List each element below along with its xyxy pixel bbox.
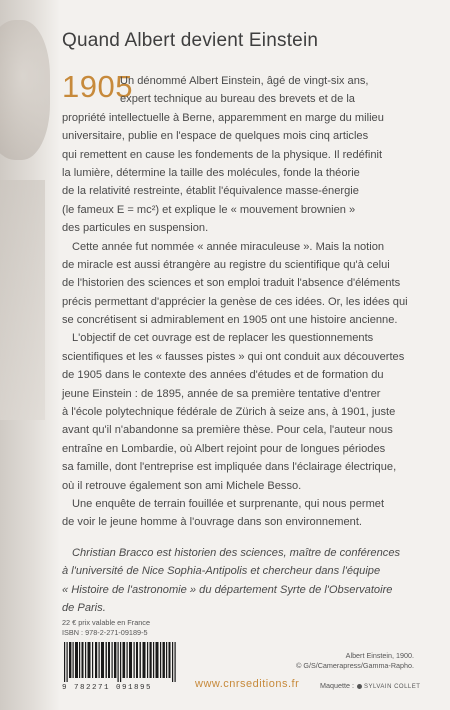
maquette-label: Maquette : xyxy=(320,681,354,690)
text-line: de la relativité restreinte, établit l'équivalence masse-énergie xyxy=(62,185,359,198)
photo-credit xyxy=(296,651,414,670)
text-line: qui remettent en cause les fondements de la physique. Il redéfinit xyxy=(62,148,383,161)
text-line: L'objectif de cet ouvrage est de replacer les questionnements xyxy=(72,332,374,345)
text-line: propriété intellectuelle à Berne, apparemment en marge du milieu xyxy=(62,111,384,124)
spacer xyxy=(62,532,402,544)
text-line: Un dénommé Albert Einstein, âgé de vingt-six ans, xyxy=(120,75,369,87)
text-line: Une enquête de terrain fouillée et surprenante, qui nous permet xyxy=(72,497,385,510)
price-isbn-block xyxy=(62,618,150,638)
text-line: sa famille, dont l'entreprise est impliquée dans l'éclairage électrique, xyxy=(62,461,397,474)
barcode-number: 9 782271 091895 xyxy=(62,684,153,692)
author-line: Christian Bracco est historien des sciences, maître de conférences xyxy=(72,546,401,559)
einstein-photo xyxy=(0,0,60,710)
year-dropcap: 1905 xyxy=(62,69,133,104)
text-line: de 1905 dans le contexte des années d'études et de formation du xyxy=(62,369,384,382)
text-line: expert technique au bureau des brevets et de la xyxy=(120,93,355,106)
isbn-text: ISBN : 978-2-271-09189-5 xyxy=(62,628,148,637)
text-line: Cette année fut nommée « année miraculeuse ». Mais la notion xyxy=(72,240,385,253)
text-line: jeune Einstein : de 1895, année de sa première tentative d'entrer xyxy=(62,387,381,400)
designer-logo-icon xyxy=(357,684,362,689)
text-line: de l'historien des sciences et son emploi traduit l'absence d'éléments xyxy=(62,277,401,290)
text-line: scientifiques et les « fausses pistes » qui ont conduit aux découvertes xyxy=(62,350,405,363)
text-line: la lumière, détermine la taille des molécules, fonde la théorie xyxy=(62,166,360,179)
publisher-website[interactable]: www.cnrseditions.fr xyxy=(195,678,300,690)
text-line: (le fameux E = mc²) et explique le « mouvement brownien » xyxy=(62,203,356,216)
text-line: universitaire, publie en l'espace de quelques mois cinq articles xyxy=(62,130,369,143)
text-line: précis permettant d'apprécier la genèse de ces idées. Or, les idées qui xyxy=(62,295,408,308)
text-line: se concrétisent si admirablement en 1905 ont une histoire ancienne. xyxy=(62,314,398,327)
photo-caption: Albert Einstein, 1900. xyxy=(345,651,414,660)
photo-coat xyxy=(0,180,45,420)
author-line: « Histoire de l'astronomie » du département Syrte de l'Observatoire xyxy=(62,583,393,596)
author-line: de Paris. xyxy=(62,601,106,614)
text-line: avant qu'il n'abandonne sa première thèse. Pour cela, l'auteur nous xyxy=(62,424,393,437)
designer-name: SYLVAIN COLLET xyxy=(363,684,421,690)
photo-copyright: © G/S/Camerapress/Gamma-Rapho. xyxy=(296,660,414,670)
price-text: 22 € prix valable en France xyxy=(62,618,151,627)
text-line: de miracle est aussi étrangère au registre du scientifique qu'à celui xyxy=(62,258,390,271)
back-cover-text xyxy=(62,69,408,617)
barcode xyxy=(62,642,182,682)
text-line: des particules en suspension. xyxy=(62,222,209,235)
text-line: à l'école polytechnique fédérale de Zürich à seize ans, à 1901, juste xyxy=(62,406,396,419)
text-line: où il retrouve également son ami Michele Besso. xyxy=(62,479,302,492)
text-line: de voir le jeune homme à l'ouvrage dans son environnement. xyxy=(62,516,362,529)
text-line: entraîne en Lombardie, où Albert rejoint pour de longues périodes xyxy=(62,442,386,455)
author-line: à l'université de Nice Sophia-Antipolis et chercheur dans l'équipe xyxy=(62,565,381,578)
book-title: Quand Albert devient Einstein xyxy=(62,30,319,51)
photo-face xyxy=(0,20,50,160)
design-credit xyxy=(320,681,420,690)
